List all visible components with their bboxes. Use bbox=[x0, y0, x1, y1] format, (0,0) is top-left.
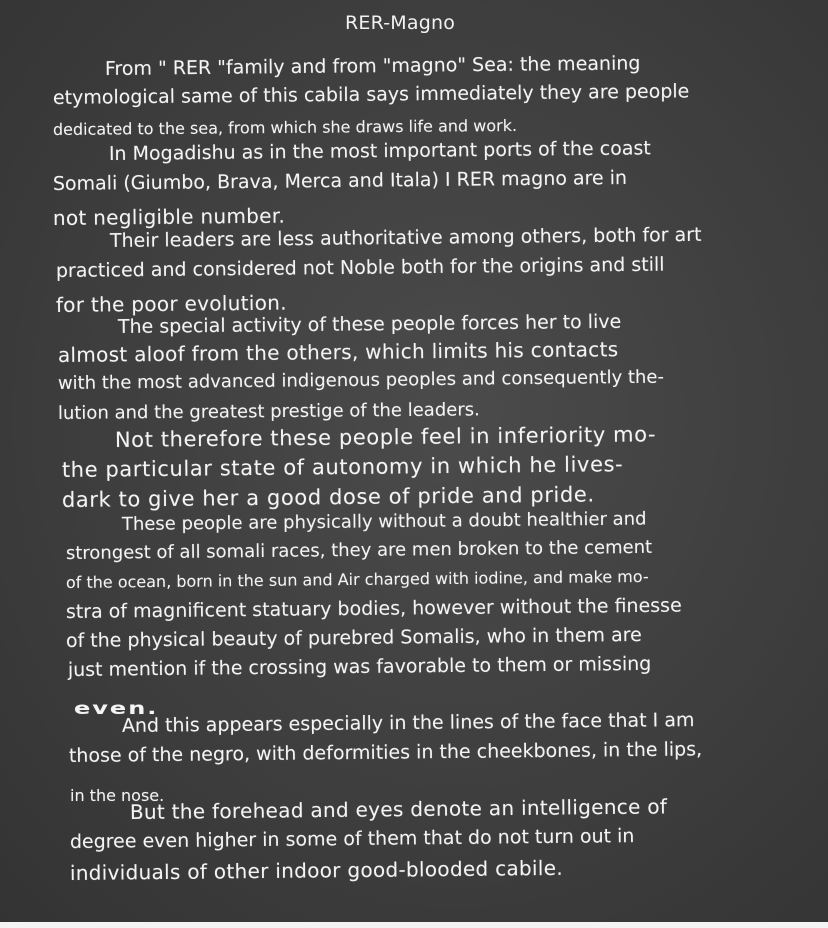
text-line: From " RER "family and from "magno" Sea: the meaning bbox=[104, 52, 641, 80]
text-line: strongest of all somali races, they are men broken to the cement bbox=[65, 536, 653, 564]
text-line: But the forehead and eyes denote an intelligence of bbox=[129, 794, 668, 824]
page-title: RER-Magno bbox=[344, 12, 456, 34]
text-line: even. bbox=[74, 698, 159, 719]
page-edge bbox=[0, 922, 828, 928]
text-line: stra of magnificent statuary bodies, however without the finesse bbox=[65, 594, 682, 623]
text-line: dedicated to the sea, from which she draws life and work. bbox=[52, 115, 518, 139]
text-line: Somali (Giumbo, Brava, Merca and Itala) I RER magno are in bbox=[52, 166, 628, 195]
text-line: just mention if the crossing was favorable to them or missing bbox=[67, 652, 652, 681]
text-line: in the nose. bbox=[70, 786, 165, 805]
text-line: Not therefore these people feel in inferiority mo- bbox=[114, 422, 657, 452]
text-line: lution and the greatest prestige of the leaders. bbox=[57, 399, 480, 424]
text-line: for the poor evolution. bbox=[55, 290, 287, 317]
text-line: of the physical beauty of purebred Somalis, who in them are bbox=[65, 623, 642, 652]
text-line: those of the negro, with deformities in the cheekbones, in the lips, bbox=[68, 738, 703, 767]
text-line: with the most advanced indigenous peoples and consequently the- bbox=[57, 366, 665, 394]
text-line: the particular state of autonomy in which he lives- bbox=[61, 452, 624, 482]
text-line: degree even higher in some of them that do not turn out in bbox=[69, 825, 635, 853]
text-line: dark to give her a good dose of pride and pride. bbox=[61, 482, 595, 512]
text-line: In Mogadishu as in the most important ports of the coast bbox=[108, 137, 651, 165]
text-line: not negligible number. bbox=[52, 203, 286, 230]
text-line: These people are physically without a doubt healthier and bbox=[121, 508, 647, 535]
text-line: etymological same of this cabila says immediately they are people bbox=[52, 80, 690, 109]
text-line: almost aloof from the others, which limits his contacts bbox=[57, 337, 619, 367]
text-line: And this appears especially in the lines of the face that I am bbox=[121, 709, 695, 737]
text-line: practiced and considered not Noble both for the origins and still bbox=[55, 253, 665, 282]
text-line: Their leaders are less authoritative among others, both for art bbox=[109, 223, 702, 252]
text-line: The special activity of these people forces her to live bbox=[117, 310, 622, 338]
text-line: individuals of other indoor good-blooded cabile. bbox=[69, 855, 564, 885]
text-line: of the ocean, born in the sun and Air charged with iodine, and make mo- bbox=[65, 566, 649, 592]
